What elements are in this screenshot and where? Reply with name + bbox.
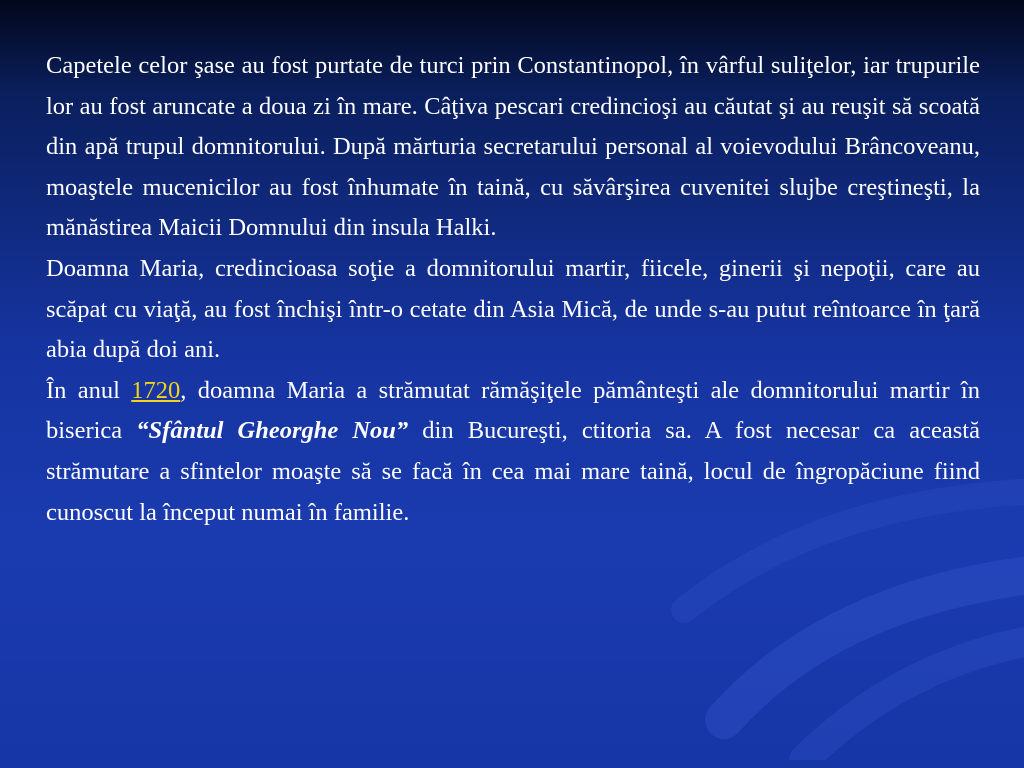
paragraph-heads-of-martyrs: Capetele celor şase au fost purtate de turci prin Constantinopol, în vârful suliţelor, iar trupurile lor au fost aruncate a doua zi în mare. Câţiva pescari credincioşi au căutat şi au reuşit să scoată din apă trupul domnitorului. După mărturia secretarului personal al voievodului Brâncoveanu, moaştele mucenicilor au fost înhumate în taină, cu săvârşirea cuvenitei slujbe creştineşti, la mănăstirea Maicii Domnului din insula Halki. — [46, 52, 980, 242]
slide-body-text — [46, 46, 980, 533]
paragraph-3-prefix: În anul — [46, 376, 132, 404]
paragraph-3-middle: , doamna Maria a strămutat rămăşiţele pământeşti ale domnitorului martir în biserica — [46, 376, 980, 445]
paragraph-doamna-maria: Doamna Maria, credincioasa soţie a domnitorului martir, fiicele, ginerii şi nepoţii, care au scăpat cu viaţă, au fost închişi într-o cetate din Asia Mică, de unde s-au putut reîntoarce în ţară abia după doi ani. — [46, 254, 980, 364]
church-name: “Sfântul Gheorghe Nou” — [136, 417, 409, 445]
paragraph-3-suffix: din Bucureşti, ctitoria sa. A fost necesar ca această strămutare a sfintelor moaşte să se facă în cea mai mare taină, locul de îngropăciune fiind cunoscut la început numai în familie. — [46, 417, 980, 526]
year-1720-link[interactable]: 1720 — [131, 376, 181, 404]
paragraph-relics-transfer — [46, 371, 980, 533]
